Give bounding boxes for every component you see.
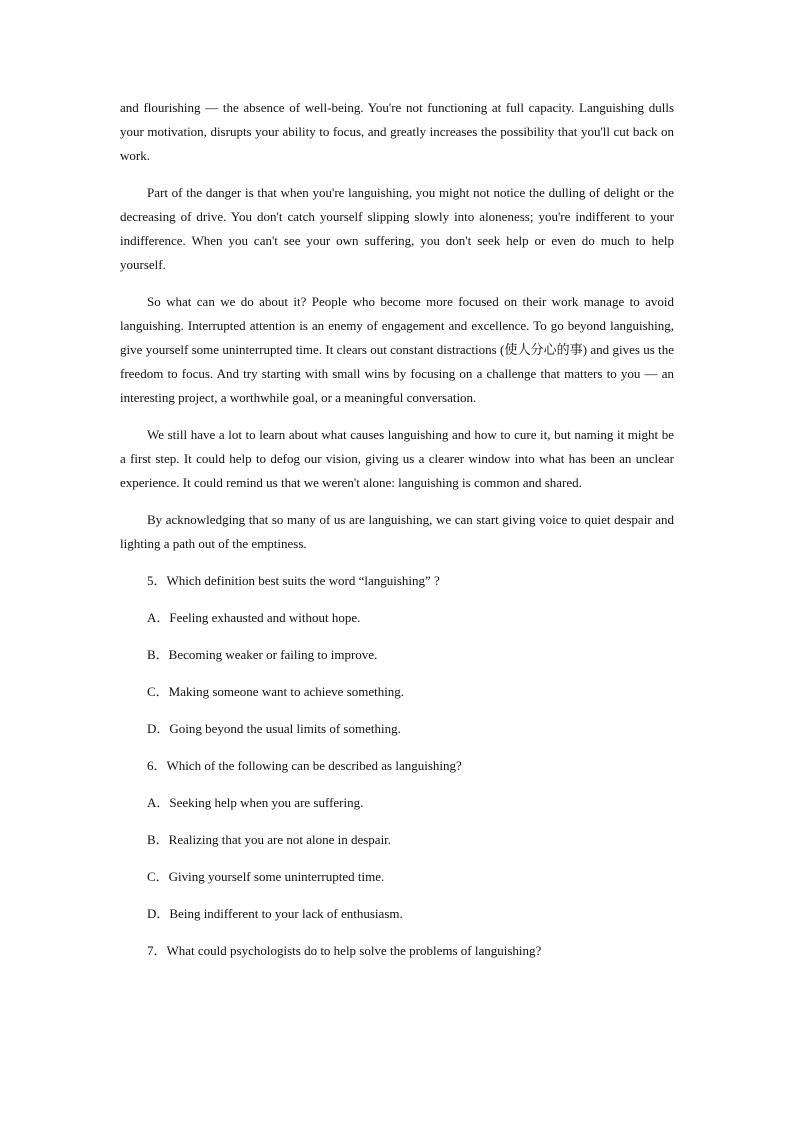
question-6-option-d: D．Being indifferent to your lack of enthusiasm. [147, 906, 403, 921]
question-5-option-d: D．Going beyond the usual limits of something. [147, 721, 401, 736]
question-6-option-c: C．Giving yourself some uninterrupted time. [147, 869, 385, 884]
question-6-stem: 6．Which of the following can be described as languishing? [147, 758, 462, 773]
passage-paragraph-5: By acknowledging that so many of us are languishing, we can start giving voice to quiet despair and lighting a path out of the emptiness. [120, 512, 674, 551]
passage-paragraph-3: So what can we do about it? People who become more focused on their work manage to avoid languishing. Interrupted attention is an enemy of engagement and excellence. To go beyond languishing, give yourself some uninterrupted time. It clears out constant distractions (使人分心的事) and gives us the freedom to focus. And try starting with small wins by focusing on a challenge that matters to you — an interesting project, a worthwhile goal, or a meaningful conversation. [120, 294, 674, 405]
question-5 [120, 569, 674, 741]
question-7 [120, 939, 674, 963]
question-7-stem: 7．What could psychologists do to help solve the problems of languishing? [147, 943, 542, 958]
question-5-stem: 5．Which definition best suits the word “languishing” ? [147, 573, 440, 588]
question-5-option-b: B．Becoming weaker or failing to improve. [147, 647, 378, 662]
document-page [120, 96, 674, 976]
passage-paragraph-1: and flourishing — the absence of well-being. You're not functioning at full capacity. Languishing dulls your motivation, disrupts your ability to focus, and greatly increases the possibility that you'll cut back on work. [120, 100, 674, 163]
passage-paragraph-2: Part of the danger is that when you're languishing, you might not notice the dulling of delight or the decreasing of drive. You don't catch yourself slipping slowly into aloneness; you're indifferent to your indifference. When you can't see your own suffering, you don't seek help or even do much to help yourself. [120, 185, 674, 272]
question-6-option-b: B．Realizing that you are not alone in despair. [147, 832, 392, 847]
question-6-option-a: A．Seeking help when you are suffering. [147, 795, 364, 810]
question-5-option-c: C．Making someone want to achieve something. [147, 684, 405, 699]
question-6 [120, 754, 674, 926]
question-5-option-a: A．Feeling exhausted and without hope. [147, 610, 361, 625]
passage-paragraph-4: We still have a lot to learn about what causes languishing and how to cure it, but naming it might be a first step. It could help to defog our vision, giving us a clearer window into what has been an unclear experience. It could remind us that we weren't alone: languishing is common and shared. [120, 427, 674, 490]
